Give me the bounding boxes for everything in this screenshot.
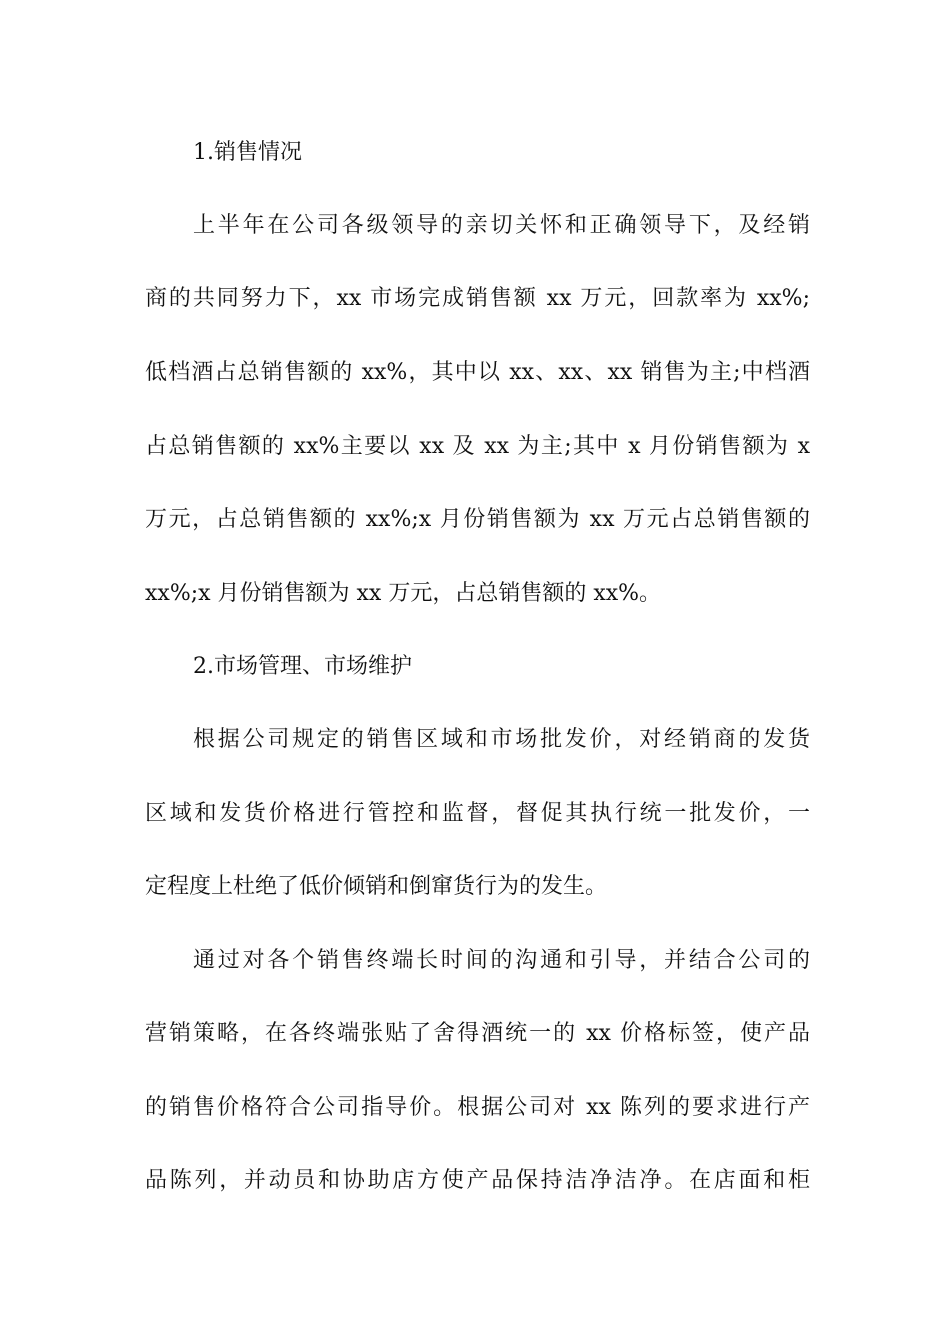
section-heading: 2.市场管理、市场维护 xyxy=(193,654,412,679)
paragraph-line: 区域和发货价格进行管控和监督，督促其执行统一批发价，一 xyxy=(145,801,810,826)
paragraph-line: 商的共同努力下，xx 市场完成销售额 xx 万元，回款率为 xx%; xyxy=(145,286,810,311)
paragraph-line: 的销售价格符合公司指导价。根据公司对 xx 陈列的要求进行产 xyxy=(145,1095,810,1120)
paragraph-line: xx%;x 月份销售额为 xx 万元，占总销售额的 xx%。 xyxy=(145,581,662,606)
paragraph-line: 上半年在公司各级领导的亲切关怀和正确领导下，及经销 xyxy=(193,213,810,238)
paragraph-line: 品陈列，并动员和协助店方使产品保持洁净洁净。在店面和柜 xyxy=(145,1168,810,1193)
paragraph-line: 营销策略，在各终端张贴了舍得酒统一的 xx 价格标签，使产品 xyxy=(145,1021,810,1046)
paragraph-line: 定程度上杜绝了低价倾销和倒窜货行为的发生。 xyxy=(145,874,608,899)
section-heading: 1.销售情况 xyxy=(193,140,302,165)
paragraph-line: 低档酒占总销售额的 xx%，其中以 xx、xx、xx 销售为主;中档酒 xyxy=(145,360,810,385)
paragraph-line: 根据公司规定的销售区域和市场批发价，对经销商的发货 xyxy=(193,727,810,752)
paragraph-line: 通过对各个销售终端长时间的沟通和引导，并结合公司的 xyxy=(193,948,810,973)
paragraph-line: 万元，占总销售额的 xx%;x 月份销售额为 xx 万元占总销售额的 xyxy=(145,507,810,532)
paragraph-line: 占总销售额的 xx%主要以 xx 及 xx 为主;其中 x 月份销售额为 x xyxy=(145,434,810,459)
